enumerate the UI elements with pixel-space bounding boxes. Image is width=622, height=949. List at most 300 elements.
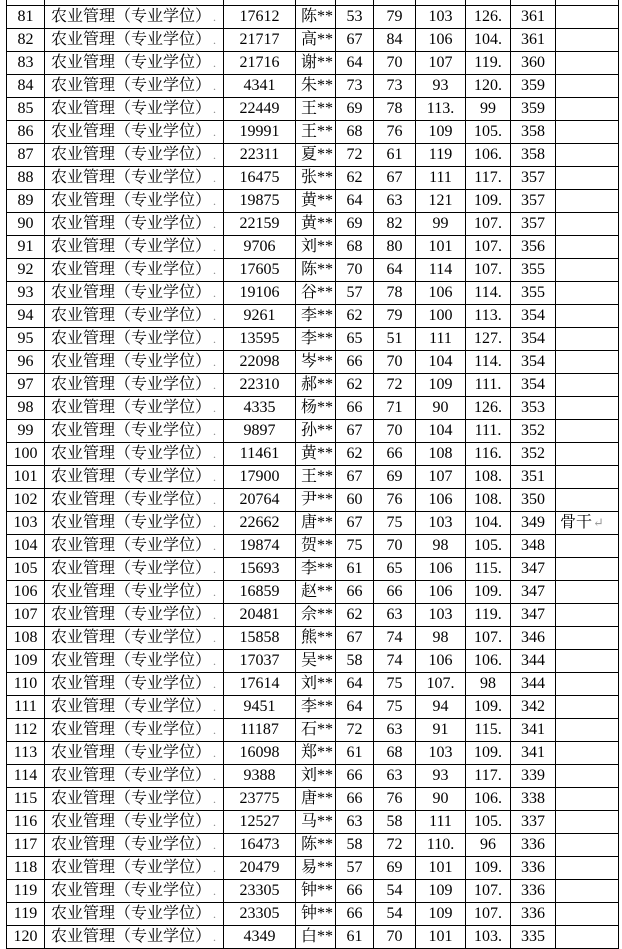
cell-major-text: 农业管理（专业学位） <box>51 927 212 945</box>
cell-score-4-text: 111. <box>474 422 502 440</box>
cell-total-score <box>511 488 556 511</box>
cell-name <box>296 902 336 925</box>
format-mark: . <box>213 791 217 806</box>
cell-candidate-id-text: 21717 <box>239 31 280 49</box>
cell-score-2 <box>374 764 416 787</box>
table-row <box>7 143 619 166</box>
cell-name <box>296 580 336 603</box>
cell-score-1 <box>336 603 374 626</box>
cell-total-score <box>511 281 556 304</box>
table-row <box>7 856 619 879</box>
cell-score-1-text: 62 <box>346 445 363 463</box>
cell-major-text: 农业管理（专业学位） <box>51 214 212 232</box>
cell-total-score-text: 347 <box>521 560 545 578</box>
cell-score-3-text: 93 <box>432 767 449 785</box>
cell-remark <box>556 557 619 580</box>
cell-score-1 <box>336 373 374 396</box>
cell-score-4-text: 120. <box>474 77 502 95</box>
table-row <box>7 166 619 189</box>
cell-major-text: 农业管理（专业学位） <box>51 398 212 416</box>
cell-candidate-id-text: 4335 <box>243 399 276 417</box>
cell-row-number <box>7 396 45 419</box>
cell-remark <box>556 833 619 856</box>
cell-score-3-text: 90 <box>432 790 449 808</box>
cell-major-text: 农业管理（专业学位） <box>51 582 212 600</box>
cell-row-number <box>7 695 45 718</box>
cell-score-3 <box>416 281 466 304</box>
cell-score-4-text: 108. <box>474 468 502 486</box>
cell-score-2 <box>374 28 416 51</box>
cell-score-1-text: 58 <box>346 652 363 670</box>
cell-score-1-text: 66 <box>346 790 363 808</box>
cell-total-score <box>511 764 556 787</box>
cell-score-2-text: 67 <box>386 169 403 187</box>
cell-score-3 <box>416 534 466 557</box>
cell-score-4 <box>466 672 511 695</box>
cell-score-2-text: 61 <box>386 146 403 164</box>
cell-name <box>296 350 336 373</box>
cell-score-3-text: 101 <box>428 859 453 877</box>
cell-major <box>45 557 224 580</box>
cell-row-number-text: 102 <box>13 491 38 509</box>
cell-score-4 <box>466 120 511 143</box>
cell-score-2 <box>374 488 416 511</box>
cell-total-score-text: 354 <box>521 353 545 371</box>
cell-score-4-text: 105. <box>474 813 502 831</box>
cell-remark <box>556 718 619 741</box>
cell-major-text: 农业管理（专业学位） <box>51 605 212 623</box>
cell-total-score <box>511 672 556 695</box>
cell-candidate-id-text: 20481 <box>239 606 280 624</box>
cell-score-2-text: 78 <box>386 284 403 302</box>
cell-remark <box>556 373 619 396</box>
cell-major <box>45 97 224 120</box>
cell-score-2-text: 78 <box>386 100 403 118</box>
cell-score-4 <box>466 327 511 350</box>
cell-candidate-id <box>224 51 296 74</box>
cell-row-number <box>7 902 45 925</box>
cell-name <box>296 810 336 833</box>
cell-name-text: 黄** <box>301 445 334 463</box>
cell-score-2 <box>374 511 416 534</box>
format-mark: . <box>213 584 217 599</box>
cell-row-number <box>7 856 45 879</box>
cell-total-score <box>511 626 556 649</box>
format-mark: . <box>213 423 217 438</box>
cell-score-3-text: 94 <box>432 698 449 716</box>
cell-score-1 <box>336 810 374 833</box>
cell-remark <box>556 235 619 258</box>
cell-major-text: 农业管理（专业学位） <box>51 766 212 784</box>
cell-score-4-text: 114. <box>474 353 502 371</box>
cell-total-score-text: 358 <box>521 123 545 141</box>
cell-candidate-id <box>224 304 296 327</box>
cell-major <box>45 281 224 304</box>
cell-name <box>296 511 336 534</box>
cell-name <box>296 672 336 695</box>
cell-score-2 <box>374 419 416 442</box>
cell-candidate-id <box>224 373 296 396</box>
cell-score-1-text: 60 <box>346 491 363 509</box>
cell-candidate-id <box>224 5 296 28</box>
cell-major <box>45 511 224 534</box>
cell-score-3-text: 106 <box>428 284 453 302</box>
cell-row-number-text: 98 <box>17 399 34 417</box>
score-table-body <box>7 0 619 948</box>
cell-score-3 <box>416 511 466 534</box>
cell-row-number <box>7 442 45 465</box>
cell-row-number <box>7 557 45 580</box>
cell-score-4 <box>466 212 511 235</box>
cell-total-score-text: 341 <box>521 744 545 762</box>
cell-candidate-id-text: 19106 <box>239 284 280 302</box>
cell-name-text: 易** <box>301 859 334 877</box>
cell-score-1-text: 72 <box>346 146 363 164</box>
cell-total-score <box>511 212 556 235</box>
cell-row-number-text: 96 <box>17 353 34 371</box>
cell-remark <box>556 212 619 235</box>
cell-total-score <box>511 695 556 718</box>
cell-score-2 <box>374 373 416 396</box>
cell-score-1 <box>336 189 374 212</box>
format-mark: . <box>213 469 217 484</box>
cell-score-2 <box>374 833 416 856</box>
cell-name-text: 王** <box>301 123 334 141</box>
format-mark: . <box>213 607 217 622</box>
cell-score-3 <box>416 902 466 925</box>
format-mark: . <box>213 837 217 852</box>
cell-remark <box>556 764 619 787</box>
cell-total-score-text: 352 <box>521 422 545 440</box>
cell-score-1-text: 68 <box>346 238 363 256</box>
cell-candidate-id <box>224 810 296 833</box>
cell-row-number-text: 104 <box>13 537 38 555</box>
cell-remark <box>556 465 619 488</box>
cell-name <box>296 649 336 672</box>
cell-score-1 <box>336 235 374 258</box>
cell-remark <box>556 120 619 143</box>
cell-total-score <box>511 741 556 764</box>
cell-score-4 <box>466 902 511 925</box>
format-mark: . <box>213 492 217 507</box>
cell-major-text: 农业管理（专业学位） <box>51 352 212 370</box>
cell-candidate-id-text: 17612 <box>239 8 280 26</box>
cell-score-4 <box>466 580 511 603</box>
cell-score-1-text: 63 <box>346 813 363 831</box>
cell-name <box>296 74 336 97</box>
table-row <box>7 258 619 281</box>
cell-total-score-text: 354 <box>521 330 545 348</box>
format-mark: . <box>213 400 217 415</box>
format-mark: . <box>213 32 217 47</box>
cell-row-number-text: 103 <box>13 514 38 532</box>
cell-major <box>45 879 224 902</box>
cell-score-3-text: 100 <box>428 307 453 325</box>
table-row <box>7 511 619 534</box>
cell-row-number <box>7 373 45 396</box>
cell-candidate-id-text: 16859 <box>239 583 280 601</box>
cell-row-number-text: 92 <box>17 261 34 279</box>
cell-score-3-text: 99 <box>432 215 449 233</box>
cell-score-4 <box>466 465 511 488</box>
cell-major-text: 农业管理（专业学位） <box>51 835 212 853</box>
cell-score-4 <box>466 833 511 856</box>
cell-candidate-id-text: 16098 <box>239 744 280 762</box>
cell-score-2 <box>374 557 416 580</box>
cell-score-3-text: 119 <box>428 146 453 164</box>
cell-candidate-id <box>224 258 296 281</box>
cell-score-2 <box>374 304 416 327</box>
cell-score-2 <box>374 603 416 626</box>
cell-score-3 <box>416 235 466 258</box>
cell-candidate-id-text: 22159 <box>239 215 280 233</box>
cell-row-number <box>7 833 45 856</box>
cell-score-2-text: 70 <box>386 353 403 371</box>
cell-score-2 <box>374 350 416 373</box>
cell-remark <box>556 741 619 764</box>
cell-score-4-text: 109. <box>474 583 502 601</box>
cell-score-1-text: 75 <box>346 537 363 555</box>
cell-remark <box>556 580 619 603</box>
cell-name-text: 刘** <box>301 767 334 785</box>
cell-major <box>45 166 224 189</box>
cell-candidate-id <box>224 879 296 902</box>
cell-candidate-id <box>224 695 296 718</box>
cell-name-text: 郑** <box>301 744 334 762</box>
cell-row-number-text: 84 <box>17 77 34 95</box>
table-row <box>7 350 619 373</box>
cell-major-text: 农业管理（专业学位） <box>51 513 212 531</box>
cell-score-4-text: 105. <box>474 537 502 555</box>
cell-score-3-text: 108 <box>428 445 453 463</box>
format-mark: . <box>213 699 217 714</box>
cell-total-score-text: 360 <box>521 54 545 72</box>
cell-candidate-id-text: 23305 <box>239 882 280 900</box>
cell-score-2-text: 58 <box>386 813 403 831</box>
cell-candidate-id <box>224 235 296 258</box>
cell-score-4 <box>466 741 511 764</box>
cell-total-score <box>511 925 556 948</box>
cell-score-1-text: 62 <box>346 169 363 187</box>
cell-major-text: 农业管理（专业学位） <box>51 145 212 163</box>
cell-score-4-text: 107. <box>474 261 502 279</box>
cell-row-number-text: 87 <box>17 146 34 164</box>
cell-candidate-id <box>224 327 296 350</box>
cell-name <box>296 373 336 396</box>
cell-score-4-text: 106. <box>474 652 502 670</box>
cell-score-4 <box>466 5 511 28</box>
cell-score-1-text: 67 <box>346 514 363 532</box>
cell-major-text: 农业管理（专业学位） <box>51 490 212 508</box>
cell-score-3 <box>416 580 466 603</box>
cell-score-4-text: 107. <box>474 882 502 900</box>
cell-score-2-text: 84 <box>386 31 403 49</box>
cell-score-3-text: 109 <box>428 905 453 923</box>
cell-score-1-text: 61 <box>346 560 363 578</box>
cell-row-number-text: 119 <box>13 905 38 923</box>
cell-score-1 <box>336 258 374 281</box>
cell-name-text: 黄** <box>301 215 334 233</box>
cell-major-text: 农业管理（专业学位） <box>51 421 212 439</box>
cell-major-text: 农业管理（专业学位） <box>51 122 212 140</box>
cell-score-3-text: 104 <box>428 353 453 371</box>
cell-score-2-text: 51 <box>386 330 403 348</box>
format-mark: . <box>213 124 217 139</box>
cell-score-1-text: 67 <box>346 629 363 647</box>
cell-score-2-text: 75 <box>386 675 403 693</box>
cell-name <box>296 442 336 465</box>
cell-score-3 <box>416 419 466 442</box>
cell-score-4-text: 107. <box>474 905 502 923</box>
cell-major <box>45 810 224 833</box>
table-row <box>7 580 619 603</box>
cell-score-3-text: 107. <box>426 675 455 693</box>
cell-score-3 <box>416 833 466 856</box>
format-mark: . <box>213 285 217 300</box>
cell-total-score-text: 361 <box>521 31 545 49</box>
cell-remark <box>556 143 619 166</box>
cell-score-2 <box>374 902 416 925</box>
cell-total-score-text: 353 <box>521 399 545 417</box>
cell-score-1-text: 66 <box>346 905 363 923</box>
cell-row-number-text: 90 <box>17 215 34 233</box>
cell-score-3-text: 110. <box>426 836 455 854</box>
cell-candidate-id-text: 15858 <box>239 629 280 647</box>
cell-candidate-id <box>224 718 296 741</box>
cell-total-score <box>511 718 556 741</box>
cell-remark <box>556 649 619 672</box>
cell-candidate-id-text: 9261 <box>243 307 276 325</box>
cell-major-text: 农业管理（专业学位） <box>51 789 212 807</box>
cell-major-text: 农业管理（专业学位） <box>51 329 212 347</box>
cell-candidate-id <box>224 120 296 143</box>
cell-score-4 <box>466 557 511 580</box>
cell-score-2 <box>374 258 416 281</box>
cell-row-number-text: 82 <box>17 31 34 49</box>
cell-name-text: 夏** <box>301 146 334 164</box>
cell-remark <box>556 902 619 925</box>
document-page <box>6 0 619 949</box>
cell-name-text: 熊** <box>301 629 334 647</box>
format-mark: . <box>213 262 217 277</box>
cell-candidate-id <box>224 419 296 442</box>
cell-row-number-text: 93 <box>17 284 34 302</box>
cell-major <box>45 488 224 511</box>
cell-name <box>296 718 336 741</box>
cell-score-3 <box>416 925 466 948</box>
cell-candidate-id-text: 4341 <box>243 77 276 95</box>
format-mark: . <box>213 722 217 737</box>
cell-total-score-text: 358 <box>521 146 545 164</box>
table-row <box>7 120 619 143</box>
cell-row-number-text: 113 <box>13 744 38 762</box>
format-mark: . <box>213 745 217 760</box>
cell-score-2-text: 65 <box>386 560 403 578</box>
format-mark: . <box>213 170 217 185</box>
cell-score-4-text: 109. <box>474 744 502 762</box>
cell-score-3 <box>416 787 466 810</box>
cell-row-number-text: 116 <box>13 813 38 831</box>
cell-score-1-text: 61 <box>346 744 363 762</box>
cell-remark <box>556 5 619 28</box>
cell-score-4 <box>466 718 511 741</box>
table-row <box>7 28 619 51</box>
cell-name <box>296 28 336 51</box>
cell-row-number <box>7 97 45 120</box>
cell-major-text: 农业管理（专业学位） <box>51 858 212 876</box>
cell-row-number-text: 83 <box>17 54 34 72</box>
cell-score-3-text: 111 <box>429 813 452 831</box>
cell-candidate-id-text: 9706 <box>243 238 276 256</box>
cell-remark <box>556 258 619 281</box>
cell-major <box>45 764 224 787</box>
cell-name-text: 王** <box>301 100 334 118</box>
cell-remark <box>556 626 619 649</box>
cell-candidate-id <box>224 396 296 419</box>
cell-score-1 <box>336 51 374 74</box>
cell-score-3-text: 106 <box>428 560 453 578</box>
cell-total-score-text: 337 <box>521 813 545 831</box>
cell-total-score <box>511 51 556 74</box>
cell-score-4 <box>466 511 511 534</box>
cell-score-4-text: 113. <box>474 307 502 325</box>
table-row <box>7 603 619 626</box>
cell-score-4-text: 104. <box>474 31 502 49</box>
cell-total-score-text: 348 <box>521 537 545 555</box>
cell-score-1-text: 69 <box>346 100 363 118</box>
cell-total-score-text: 344 <box>521 652 545 670</box>
cell-candidate-id-text: 22311 <box>239 146 280 164</box>
cell-name-text: 马** <box>301 813 334 831</box>
cell-row-number-text: 89 <box>17 192 34 210</box>
cell-name <box>296 488 336 511</box>
cell-score-2-text: 75 <box>386 514 403 532</box>
cell-score-1 <box>336 166 374 189</box>
cell-score-3 <box>416 465 466 488</box>
cell-score-2-text: 80 <box>386 238 403 256</box>
cell-score-4 <box>466 74 511 97</box>
cell-candidate-id-text: 22310 <box>239 376 280 394</box>
cell-score-1 <box>336 856 374 879</box>
format-mark: . <box>213 78 217 93</box>
table-row <box>7 626 619 649</box>
cell-score-4 <box>466 856 511 879</box>
cell-remark <box>556 511 619 534</box>
format-mark: . <box>213 561 217 576</box>
cell-row-number-text: 86 <box>17 123 34 141</box>
cell-major-text: 农业管理（专业学位） <box>51 743 212 761</box>
cell-name-text: 朱** <box>301 77 334 95</box>
cell-total-score-text: 341 <box>521 721 545 739</box>
cell-candidate-id-text: 19874 <box>239 537 280 555</box>
cell-name <box>296 465 336 488</box>
cell-score-2-text: 76 <box>386 123 403 141</box>
cell-score-3-text: 107 <box>428 468 453 486</box>
cell-name <box>296 281 336 304</box>
cell-score-2-text: 69 <box>386 468 403 486</box>
cell-score-1-text: 67 <box>346 468 363 486</box>
format-mark: . <box>213 515 217 530</box>
cell-name-text: 佘** <box>301 606 334 624</box>
cell-score-4 <box>466 787 511 810</box>
cell-score-2-text: 64 <box>386 261 403 279</box>
cell-score-4 <box>466 925 511 948</box>
cell-major-text: 农业管理（专业学位） <box>51 53 212 71</box>
cell-score-3 <box>416 28 466 51</box>
cell-score-3-text: 90 <box>432 399 449 417</box>
cell-total-score <box>511 810 556 833</box>
cell-score-2-text: 73 <box>386 77 403 95</box>
